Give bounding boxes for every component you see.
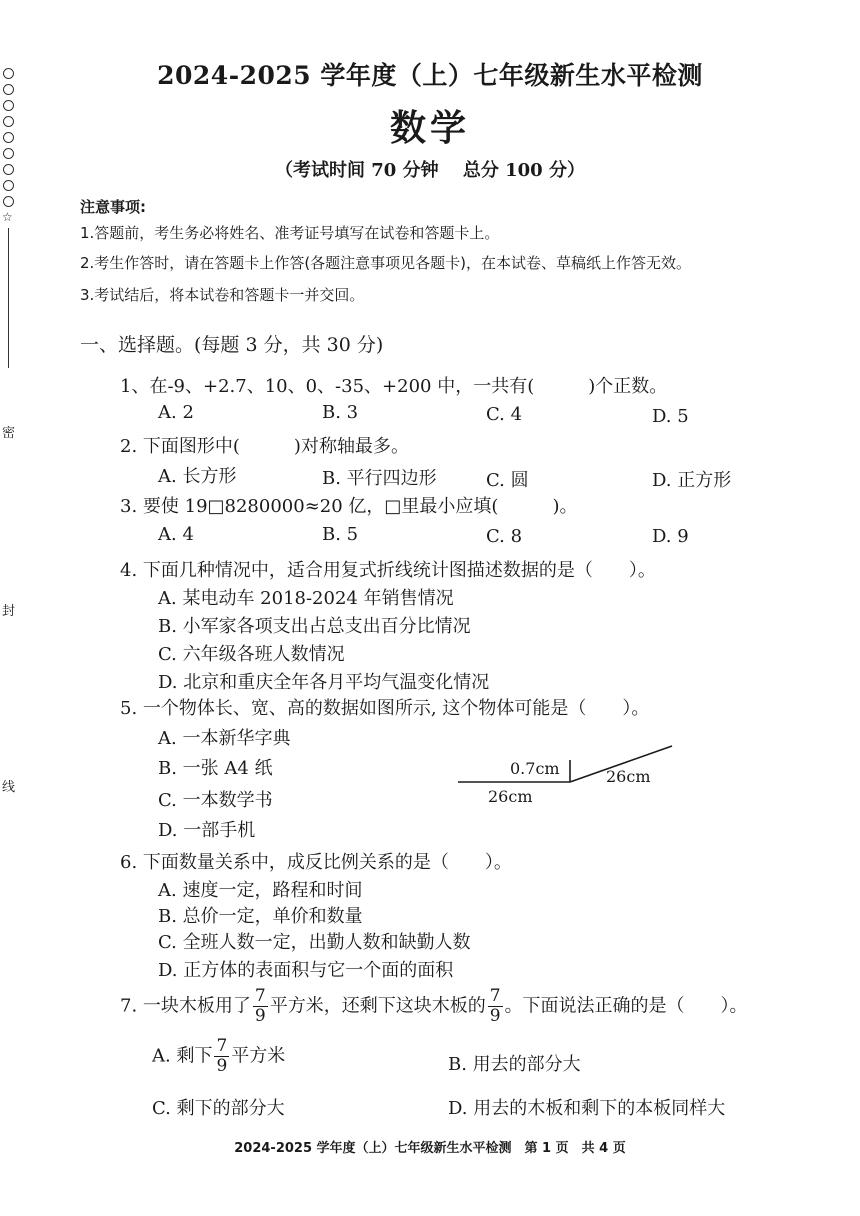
- question-stem-text: )个正数。: [588, 376, 668, 397]
- question-5-stem: 5. 一个物体长、宽、高的数据如图所示, 这个物体可能是（ ）。: [120, 698, 650, 719]
- height-label: 0.7cm: [510, 759, 560, 778]
- q3-option-b: B. 5: [322, 524, 359, 545]
- binding-hole-icon: [3, 196, 14, 207]
- note-item: 1.答题前，考生务必将姓名、准考证号填写在试卷和答题卡上。: [80, 224, 500, 242]
- q4-option-d: D. 北京和重庆全年各月平均气温变化情况: [158, 672, 490, 693]
- subject-title: 数学: [389, 107, 470, 149]
- fraction-denominator: 9: [489, 1006, 501, 1026]
- q6-option-a: A. 速度一定，路程和时间: [158, 880, 363, 901]
- fraction-numerator: 7: [489, 986, 501, 1006]
- q2-option-d: D. 正方形: [652, 470, 732, 491]
- fraction-numerator: 7: [254, 986, 266, 1006]
- q4-option-a: A. 某电动车 2018-2024 年销售情况: [158, 588, 454, 609]
- q7-option-b: B. 用去的部分大: [448, 1054, 581, 1075]
- question-stem-text: )。: [552, 496, 578, 517]
- fraction: [214, 1038, 229, 1075]
- exam-title: 2024-2025 学年度（上）七年级新生水平检测: [157, 61, 703, 90]
- question-stem-text: 。下面说法正确的是（ ）。: [504, 995, 748, 1017]
- q7-option-d: D. 用去的木板和剩下的本板同样大: [448, 1098, 726, 1119]
- width-label: 26cm: [606, 767, 651, 786]
- q2-option-a: A. 长方形: [158, 466, 237, 487]
- binding-char-mi: 密: [2, 426, 16, 441]
- q3-option-c: C. 8: [486, 526, 523, 547]
- q1-option-d: D. 5: [652, 406, 689, 427]
- q2-option-b: B. 平行四边形: [322, 468, 437, 489]
- question-6-stem: 6. 下面数量关系中，成反比例关系的是（ ）。: [120, 852, 512, 873]
- q5-option-d: D. 一部手机: [158, 820, 256, 841]
- q6-option-b: B. 总价一定，单价和数量: [158, 906, 363, 927]
- binding-line: [8, 228, 9, 368]
- binding-char-feng: 封: [2, 604, 16, 619]
- question-3-stem: [120, 492, 577, 518]
- q7-option-c: C. 剩下的部分大: [152, 1098, 285, 1119]
- q6-option-c: C. 全班人数一定，出勤人数和缺勤人数: [158, 932, 471, 953]
- question-2-stem: [120, 432, 409, 458]
- fraction: [253, 988, 268, 1025]
- section-heading: 一、选择题。(每题 3 分，共 30 分): [80, 334, 384, 356]
- notes-title: 注意事项:: [80, 198, 146, 216]
- q1-option-b: B. 3: [322, 402, 359, 423]
- q6-option-d: D. 正方体的表面积与它一个面的面积: [158, 960, 454, 981]
- question-7-stem: [120, 988, 748, 1025]
- q4-option-c: C. 六年级各班人数情况: [158, 644, 345, 665]
- page-footer: 2024-2025 学年度（上）七年级新生水平检测 第 1 页 共 4 页: [234, 1141, 626, 1156]
- length-label: 26cm: [488, 787, 533, 806]
- binding-char-xian: 线: [2, 780, 16, 795]
- note-item: 2.考生作答时，请在答题卡上作答(各题注意事项见各题卡)，在本试卷、草稿纸上作答无效。: [80, 254, 692, 272]
- q1-option-c: C. 4: [486, 404, 523, 425]
- option-text: A. 剩下: [152, 1045, 213, 1067]
- q7-option-a: [152, 1038, 285, 1075]
- question-stem-text: 1、在-9、+2.7、10、0、-35、+200 中，一共有(: [120, 376, 535, 397]
- binding-margin: [0, 60, 18, 1210]
- fraction: [488, 988, 503, 1025]
- question-stem-text: )对称轴最多。: [293, 436, 409, 457]
- question-1-stem: [120, 372, 667, 398]
- question-stem-text: 2. 下面图形中(: [120, 436, 240, 457]
- dimension-figure: [450, 740, 710, 810]
- star-icon: ☆: [2, 210, 13, 224]
- option-text: 平方米: [231, 1045, 286, 1067]
- exam-info: （考试时间 70 分钟 总分 100 分）: [275, 160, 585, 181]
- question-stem-text: 3. 要使 19□8280000≈20 亿，□里最小应填(: [120, 496, 499, 517]
- q5-option-c: C. 一本数学书: [158, 790, 273, 811]
- fraction-denominator: 9: [254, 1006, 266, 1026]
- note-item: 3.考试结后，将本试卷和答题卡一并交回。: [80, 286, 365, 304]
- question-stem-text: 平方米，还剩下这块木板的: [269, 995, 486, 1017]
- q3-option-d: D. 9: [652, 526, 689, 547]
- fraction-numerator: 7: [216, 1036, 228, 1056]
- q5-option-a: A. 一本新华字典: [158, 728, 291, 749]
- q4-option-b: B. 小军家各项支出占总支出百分比情况: [158, 616, 471, 637]
- q1-option-a: A. 2: [158, 402, 194, 423]
- q2-option-c: C. 圆: [486, 470, 529, 491]
- q3-option-a: A. 4: [158, 524, 194, 545]
- fraction-denominator: 9: [216, 1056, 228, 1076]
- question-stem-text: 7. 一块木板用了: [120, 995, 251, 1017]
- question-4-stem: 4. 下面几种情况中，适合用复式折线统计图描述数据的是（ ）。: [120, 560, 656, 581]
- q5-option-b: B. 一张 A4 纸: [158, 758, 273, 779]
